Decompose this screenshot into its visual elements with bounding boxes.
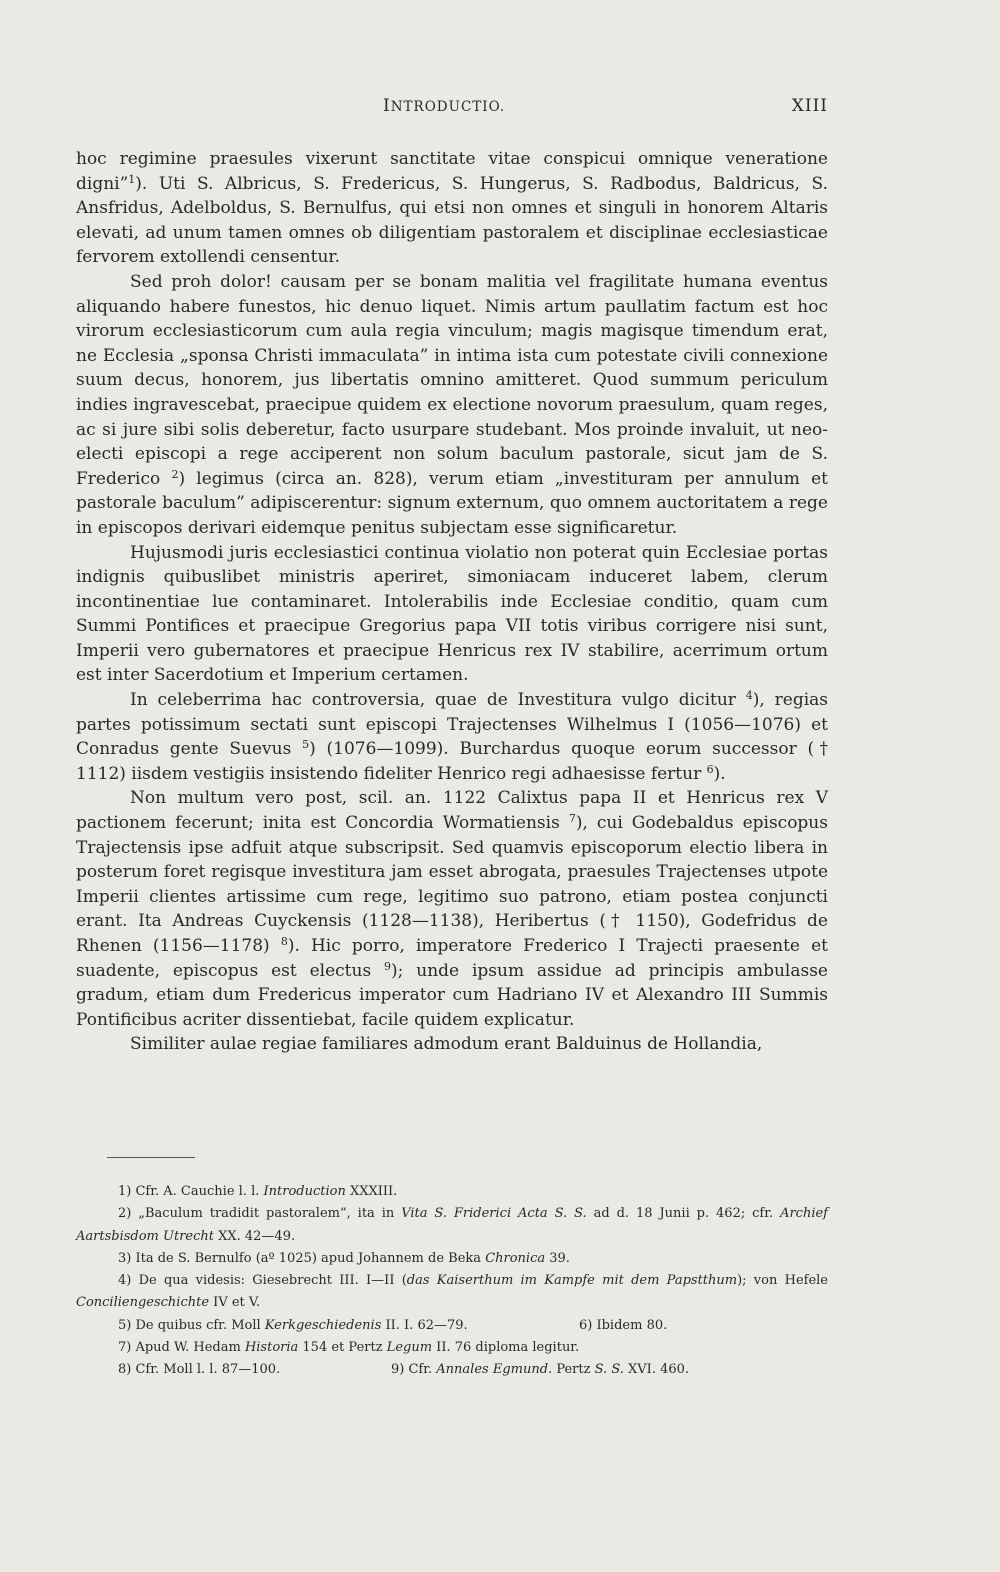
text-run: Sed proh dolor! causam per se bonam malitia vel fragilitate humana eventus aliquando habere funestos, hic denuo liquet. Nimis artum paullatim factum est hoc virorum ecclesiasticorum cum aula regia vinculum; magis magisque timendum erat, ne Ecclesia „sponsa Christi immaculata” in intima ista cum potestate civili connexione suum decus, honorem, jus libertatis omnino amitteret. Quod summum periculum indies ingravescebat, praecipue quidem ex electione novorum praesulum, quam reges, ac si jure sibi solis deberetur, facto usurpare studebant. Mos proinde invaluit, ut neo-electi episcopi a rege acciperent non solum baculum pastorale, sicut jam de S. Frederico (76, 271, 828, 489)
text-run: XX. 42—49. (213, 1228, 296, 1244)
footnotes (76, 1181, 828, 1382)
text-run: ). (713, 763, 726, 784)
text-run: In celeberrima hac controversia, quae de Investitura vulgo dicitur (130, 690, 736, 711)
text-run: ); von Hefele (737, 1273, 828, 1289)
text-run: 9) Cfr. (391, 1362, 437, 1378)
text-run: hoc regimine praesules vixerunt sanctitate vitae conspicui omnique veneratione digni” (76, 149, 828, 194)
text-run: 4) De qua videsis: Giesebrecht III. I—II ( (118, 1273, 407, 1289)
text-run: II. I. 62—79. (381, 1317, 468, 1333)
text-run: ). Uti S. Albricus, S. Fredericus, S. Hungerus, S. Radbodus, Baldricus, S. Ansfridus, Adelboldus, S. Bernulfus, qui etsi non omnes et singuli in honorem Altaris elevati, ad unum tamen omnes ob diligentiam pastoralem et disciplinae ecclesiasticae fervorem extollendi censentur. (76, 173, 828, 268)
footnote-2 (76, 1203, 828, 1248)
footnote-3 (76, 1248, 828, 1270)
footnote-5 (118, 1318, 468, 1333)
text-run-italic: Chronica (485, 1250, 546, 1266)
text-run-italic: Legum (386, 1340, 433, 1356)
running-title-initial: I (383, 96, 391, 116)
paragraph-3: Hujusmodi juris ecclesiastici continua violatio non poterat quin Ecclesiae portas indignis quibuslibet ministris aperiret, simoniacam induceret labem, clerum incontinentiae lue contaminaret. Intolerabilis inde Ecclesiae conditio, quam cum Summi Pontifices et praecipue Gregorius papa VII totis viribus corrigere nisi sunt, Imperii vero gubernatores et praecipue Henricus rex IV stabilire, acerrimum ortum est inter Sacerdotium et Imperium certamen. (76, 542, 828, 686)
text-run: 1) Cfr. A. Cauchie l. l. (118, 1184, 264, 1199)
text-run-italic: Annales Egmund. (436, 1362, 553, 1378)
text-run: XVI. 460. (623, 1362, 690, 1378)
text-run: 39. (545, 1250, 570, 1266)
text-run: ). Hic porro, imperatore Frederico I Trajecti praesente et suadente, episcopus est electus (76, 936, 829, 981)
footnote-9 (391, 1359, 689, 1381)
text-run-italic: Historia (244, 1340, 299, 1356)
text-run: ), cui Godebaldus episcopus Trajectensis ipse adfuit atque subscripsit. Sed quamvis episcoporum electio libera in posterum foret regisque investitura jam esset abrogata, praesules Trajectenses utpote Imperii clientes artissime cum rege, legitimo suo patrono, etiam postea conjuncti erant. Ita Andreas Cuyckensis (1128—1138), Heribertus († 1150), Godefridus de Rhenen (1156—1178) (76, 813, 828, 956)
footnote-ref: 9 (384, 959, 392, 973)
footnote-ref: 1 (128, 172, 136, 186)
text-run: II. 76 diploma legitur. (432, 1340, 580, 1356)
text-run: ), regias partes potissimum sectati sunt episcopi Trajectenses Wilhelmus I (1056—1076) et Conradus gente Suevus (76, 690, 829, 760)
paragraph-1 (76, 147, 828, 270)
text-run: 2) „Baculum tradidit pastoralem”, ita in (118, 1206, 402, 1222)
footnote-ref: 2 (171, 467, 179, 481)
text-run-italic: Archief Aartsbisdom Utrecht (76, 1206, 828, 1244)
text-run: 7) Apud W. Hedam (118, 1340, 245, 1356)
text-run: XXXIII. (345, 1184, 398, 1199)
text-run: IV et V. (209, 1295, 261, 1311)
footnote-4 (76, 1270, 828, 1315)
footnote-ref: 5 (302, 738, 310, 752)
footnote-ref: 8 (280, 935, 288, 948)
footnote-row-8-9 (76, 1359, 828, 1381)
text-run-italic: das Kaiserthum im Kampfe mit dem Papstthum (406, 1273, 738, 1289)
text-run: ) legimus (circa an. 828), verum etiam „investituram per annulum et pastorale baculum” adipiscerentur: signum externum, quo omnem auctoritatem a rege in episcopos derivari eidemque penitus subjectam esse significaretur. (76, 468, 829, 538)
running-title-rest: NTRODUCTIO. (390, 99, 506, 115)
text-run-italic: S. S. (594, 1362, 624, 1378)
footnote-ref: 7 (568, 812, 576, 826)
footnote-8: 8) Cfr. Moll l. l. 87—100. (118, 1362, 281, 1378)
text-run-italic: Kerkgeschiedenis (264, 1317, 382, 1333)
text-run-italic: Introduction (263, 1184, 346, 1199)
page-number: XIII (791, 96, 828, 116)
paragraph-6: Similiter aulae regiae familiares admodum erant Balduinus de Hollandia, (130, 1034, 763, 1055)
footnote-ref: 6 (706, 762, 714, 776)
text-run: ad d. 18 Junii p. 462; cfr. (586, 1206, 781, 1222)
text-run-italic: Vita S. Friderici Acta S. S. (401, 1206, 587, 1222)
text-run: ); unde ipsum assidue ad principis ambulasse gradum, etiam dum Fredericus imperator cum Hadriano IV et Alexandro III Summis Pontificibus acriter dissentiebat, facile quidem explicatur. (76, 960, 828, 1030)
footnote-6: 6) Ibidem 80. (579, 1317, 668, 1333)
main-text (76, 147, 828, 1057)
text-run: 3) Ita de S. Bernulfo (aº 1025) apud Johannem de Beka (118, 1250, 486, 1266)
footnote-1 (76, 1181, 828, 1203)
paragraph-4 (76, 688, 828, 786)
footnote-row-5-6 (76, 1315, 828, 1337)
text-run-italic: Conciliengeschichte (76, 1295, 210, 1311)
text-run: Pertz (552, 1362, 595, 1378)
footnote-separator (107, 1157, 195, 1158)
paragraph-5 (76, 786, 828, 1032)
footnote-ref: 4 (745, 689, 753, 703)
text-run: 154 et Pertz (298, 1340, 387, 1356)
running-title (383, 96, 505, 116)
paragraph-2 (76, 270, 828, 541)
text-run: Non multum vero post, scil. an. 1122 Calixtus papa II et Henricus rex V pactionem fecerunt; inita est Concordia Wormatiensis (76, 788, 828, 834)
text-run: ) (1076—1099). Burchardus quoque eorum successor († 1112) iisdem vestigiis insistendo fideliter Henrico regi adhaesisse fertur (76, 739, 829, 784)
running-header (76, 96, 828, 126)
text-run: 5) De quibus cfr. Moll (118, 1317, 265, 1333)
footnote-7 (76, 1337, 828, 1359)
